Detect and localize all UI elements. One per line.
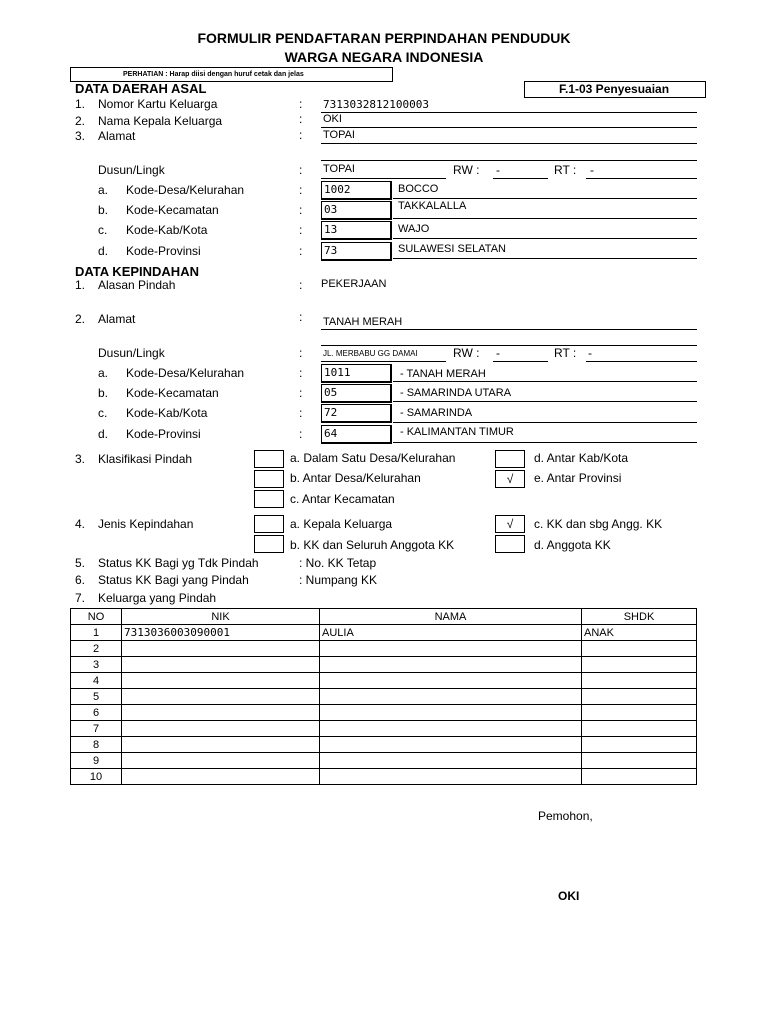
form-code-box xyxy=(524,81,706,98)
row-shdk-cell xyxy=(582,705,697,721)
code-label: Kode-Desa/Kelurahan xyxy=(126,183,245,197)
code-letter: c. xyxy=(98,223,108,237)
underline xyxy=(321,143,697,144)
status-pindah-label: Status KK Bagi yang Pindah xyxy=(98,573,249,587)
pindah-rt-label: RT : xyxy=(554,346,577,360)
code-label: Kode-Kab/Kota xyxy=(126,406,208,420)
underline xyxy=(493,361,548,362)
table-row xyxy=(71,689,697,705)
klasifikasi-a-label: a. Dalam Satu Desa/Kelurahan xyxy=(290,451,456,465)
row-shdk-cell xyxy=(582,769,697,785)
asal-row-num: 1. xyxy=(75,97,86,111)
row-nik-cell xyxy=(122,689,320,705)
row-no-cell: 1 xyxy=(71,625,122,641)
underline xyxy=(393,381,697,382)
table-row xyxy=(71,705,697,721)
pindah-rw-label: RW : xyxy=(453,346,480,360)
klasifikasi-a-checkbox[interactable] xyxy=(254,450,284,468)
code-label: Kode-Kab/Kota xyxy=(126,223,208,237)
underline xyxy=(321,127,697,128)
col-nama-header: NAMA xyxy=(320,609,582,625)
pindah-rt: - xyxy=(588,346,592,360)
row-nama-cell xyxy=(320,721,582,737)
row-nik-cell xyxy=(122,753,320,769)
section-asal: DATA DAERAH ASAL xyxy=(75,81,207,96)
col-shdk-header: SHDK xyxy=(582,609,697,625)
code-letter: b. xyxy=(98,386,109,400)
pindah-alamat-label: Alamat xyxy=(98,312,136,326)
code-label: Kode-Kecamatan xyxy=(126,203,219,217)
code-letter: b. xyxy=(98,203,109,217)
row-nama-cell xyxy=(320,769,582,785)
asal-rw-label: RW : xyxy=(453,163,480,177)
asal-row-label: Alamat xyxy=(98,129,136,143)
pindah-kode-provinsi: 64 xyxy=(321,425,392,444)
row-shdk-cell xyxy=(582,721,697,737)
row-nama-cell xyxy=(320,737,582,753)
asal-row-num: 2. xyxy=(75,114,86,128)
underline xyxy=(321,329,697,330)
pindah-alamat: TANAH MERAH xyxy=(323,316,403,328)
underline xyxy=(393,442,697,443)
table-row xyxy=(71,625,697,641)
underline xyxy=(321,361,446,362)
table-row xyxy=(71,753,697,769)
asal-nama-desa: BOCCO xyxy=(398,183,439,195)
row-nama-cell xyxy=(320,689,582,705)
underline xyxy=(586,178,697,179)
status-pindah-num: 6. xyxy=(75,573,86,587)
row-no-cell: 6 xyxy=(71,705,122,721)
col-nik-header: NIK xyxy=(122,609,320,625)
asal-dusun: TOPAI xyxy=(323,163,355,175)
colon: : xyxy=(299,406,303,420)
underline xyxy=(493,178,548,179)
status-tdk-value: : No. KK Tetap xyxy=(299,556,377,570)
asal-dusun-label: Dusun/Lingk xyxy=(98,163,165,177)
row-nik-cell xyxy=(122,657,320,673)
row-nama-cell xyxy=(320,657,582,673)
row-no-cell: 9 xyxy=(71,753,122,769)
notice-box xyxy=(70,67,393,82)
row-no-cell: 2 xyxy=(71,641,122,657)
klasifikasi-e-label: e. Antar Provinsi xyxy=(534,471,622,485)
pindah-dusun: JL. MERBABU GG DAMAI xyxy=(323,349,418,358)
status-pindah-value: : Numpang KK xyxy=(299,573,378,587)
pindah-kode-desa: 1011 xyxy=(321,364,392,383)
jenis-c-checkbox[interactable]: √ xyxy=(495,515,525,533)
klasifikasi-b-label: b. Antar Desa/Kelurahan xyxy=(290,471,421,485)
asal-rt-label: RT : xyxy=(554,163,577,177)
pindah-row-num: 2. xyxy=(75,312,86,326)
row-shdk-cell xyxy=(582,753,697,769)
underline xyxy=(393,238,697,239)
pindah-nama-desa: - TANAH MERAH xyxy=(400,368,486,380)
row-no-cell: 10 xyxy=(71,769,122,785)
underline xyxy=(393,258,697,259)
row-shdk-cell xyxy=(582,673,697,689)
asal-alamat: TOPAI xyxy=(323,129,355,141)
row-no-cell: 8 xyxy=(71,737,122,753)
asal-kode-desa: 1002 xyxy=(321,181,392,200)
row-shdk-cell xyxy=(582,641,697,657)
pindah-kode-kecamatan: 05 xyxy=(321,384,392,403)
asal-rt: - xyxy=(590,163,594,177)
colon: : xyxy=(299,112,303,126)
row-no-cell: 3 xyxy=(71,657,122,673)
row-nik-cell: 7313036003090001 xyxy=(122,625,320,641)
code-label: Kode-Provinsi xyxy=(126,244,201,258)
asal-nama-kepala: OKI xyxy=(323,113,342,125)
klasifikasi-c-label: c. Antar Kecamatan xyxy=(290,492,395,506)
keluarga-table xyxy=(70,608,697,785)
underline xyxy=(321,178,446,179)
row-shdk-cell xyxy=(582,737,697,753)
signature-label: Pemohon, xyxy=(538,809,593,823)
asal-row-label: Nama Kepala Keluarga xyxy=(98,114,223,128)
table-header-row xyxy=(71,609,697,625)
colon: : xyxy=(299,97,303,111)
table-row xyxy=(71,657,697,673)
colon: : xyxy=(299,128,303,142)
pindah-nama-kecamatan: - SAMARINDA UTARA xyxy=(400,387,512,399)
row-nama-cell xyxy=(320,641,582,657)
code-letter: c. xyxy=(98,406,108,420)
row-no-cell: 5 xyxy=(71,689,122,705)
colon: : xyxy=(299,244,303,258)
signature-name: OKI xyxy=(558,889,580,903)
klasifikasi-e-checkbox[interactable]: √ xyxy=(495,470,525,488)
colon: : xyxy=(299,427,303,441)
row-shdk-cell: ANAK xyxy=(582,625,697,641)
form-code: F.1-03 Penyesuaian xyxy=(559,82,670,96)
pindah-dusun-label: Dusun/Lingk xyxy=(98,346,165,360)
jenis-num: 4. xyxy=(75,517,86,531)
asal-nama-provinsi: SULAWESI SELATAN xyxy=(398,243,506,255)
underline xyxy=(393,422,697,423)
klasifikasi-c-checkbox[interactable] xyxy=(254,490,284,508)
jenis-d-checkbox[interactable] xyxy=(495,535,525,553)
underline xyxy=(321,112,697,113)
notice-text: PERHATIAN : Harap diisi dengan huruf cetak dan jelas xyxy=(123,71,304,78)
keluarga-label: Keluarga yang Pindah xyxy=(98,591,217,605)
colon: : xyxy=(299,223,303,237)
row-shdk-cell xyxy=(582,689,697,705)
pindah-kode-kab: 72 xyxy=(321,404,392,423)
jenis-label: Jenis Kepindahan xyxy=(98,517,194,531)
pindah-row-num: 1. xyxy=(75,278,86,292)
table-row xyxy=(71,673,697,689)
code-letter: d. xyxy=(98,427,109,441)
asal-row-label: Nomor Kartu Keluarga xyxy=(98,97,218,111)
code-letter: a. xyxy=(98,183,109,197)
underline xyxy=(321,160,697,161)
row-no-cell: 7 xyxy=(71,721,122,737)
code-label: Kode-Desa/Kelurahan xyxy=(126,366,245,380)
asal-kode-kecamatan: 03 xyxy=(321,201,392,220)
table-row xyxy=(71,769,697,785)
jenis-a-label: a. Kepala Keluarga xyxy=(290,517,393,531)
underline xyxy=(321,345,697,346)
klasifikasi-num: 3. xyxy=(75,452,86,466)
colon: : xyxy=(299,163,303,177)
jenis-a-checkbox[interactable] xyxy=(254,515,284,533)
table-row xyxy=(71,641,697,657)
colon: : xyxy=(299,183,303,197)
pindah-nama-provinsi: - KALIMANTAN TIMUR xyxy=(400,426,514,438)
klasifikasi-b-checkbox[interactable] xyxy=(254,470,284,488)
col-no-header: NO xyxy=(71,609,122,625)
pindah-rw: - xyxy=(496,346,500,360)
row-nik-cell xyxy=(122,769,320,785)
underline xyxy=(393,198,697,199)
jenis-c-label: c. KK dan sbg Angg. KK xyxy=(534,517,663,531)
row-shdk-cell xyxy=(582,657,697,673)
asal-row-num: 3. xyxy=(75,129,86,143)
row-nik-cell xyxy=(122,641,320,657)
jenis-d-label: d. Anggota KK xyxy=(534,538,611,552)
code-letter: a. xyxy=(98,366,109,380)
colon: : xyxy=(299,278,303,292)
underline xyxy=(393,218,697,219)
pindah-alasan: PEKERJAAN xyxy=(321,278,387,290)
row-nama-cell xyxy=(320,673,582,689)
asal-nomor-kk: 7313032812100003 xyxy=(323,98,429,111)
klasifikasi-label: Klasifikasi Pindah xyxy=(98,452,193,466)
asal-nama-kecamatan: TAKKALALLA xyxy=(398,200,467,212)
table-row xyxy=(71,721,697,737)
keluarga-num: 7. xyxy=(75,591,86,605)
jenis-b-label: b. KK dan Seluruh Anggota KK xyxy=(290,538,455,552)
asal-nama-kab: WAJO xyxy=(398,223,430,235)
asal-rw: - xyxy=(496,163,500,177)
row-nik-cell xyxy=(122,721,320,737)
code-label: Kode-Kecamatan xyxy=(126,386,219,400)
row-nama-cell: AULIA xyxy=(320,625,582,641)
form-title-line2: WARGA NEGARA INDONESIA xyxy=(284,49,484,65)
status-tdk-label: Status KK Bagi yg Tdk Pindah xyxy=(98,556,259,570)
klasifikasi-d-label: d. Antar Kab/Kota xyxy=(534,451,629,465)
code-letter: d. xyxy=(98,244,109,258)
row-nik-cell xyxy=(122,705,320,721)
status-tdk-num: 5. xyxy=(75,556,86,570)
underline xyxy=(393,401,697,402)
section-kepindahan: DATA KEPINDAHAN xyxy=(75,264,199,279)
pindah-nama-kab: - SAMARINDA xyxy=(400,407,473,419)
underline xyxy=(586,361,697,362)
colon: : xyxy=(299,386,303,400)
pindah-alasan-label: Alasan Pindah xyxy=(98,278,176,292)
asal-kode-provinsi: 73 xyxy=(321,242,392,261)
asal-kode-kab: 13 xyxy=(321,221,392,240)
colon: : xyxy=(299,366,303,380)
row-nik-cell xyxy=(122,737,320,753)
colon: : xyxy=(299,203,303,217)
code-label: Kode-Provinsi xyxy=(126,427,201,441)
row-no-cell: 4 xyxy=(71,673,122,689)
row-nama-cell xyxy=(320,753,582,769)
row-nik-cell xyxy=(122,673,320,689)
jenis-b-checkbox[interactable] xyxy=(254,535,284,553)
table-row xyxy=(71,737,697,753)
colon: : xyxy=(299,310,303,324)
form-title-line1: FORMULIR PENDAFTARAN PERPINDAHAN PENDUDUK xyxy=(197,30,571,46)
colon: : xyxy=(299,346,303,360)
klasifikasi-d-checkbox[interactable] xyxy=(495,450,525,468)
row-nama-cell xyxy=(320,705,582,721)
